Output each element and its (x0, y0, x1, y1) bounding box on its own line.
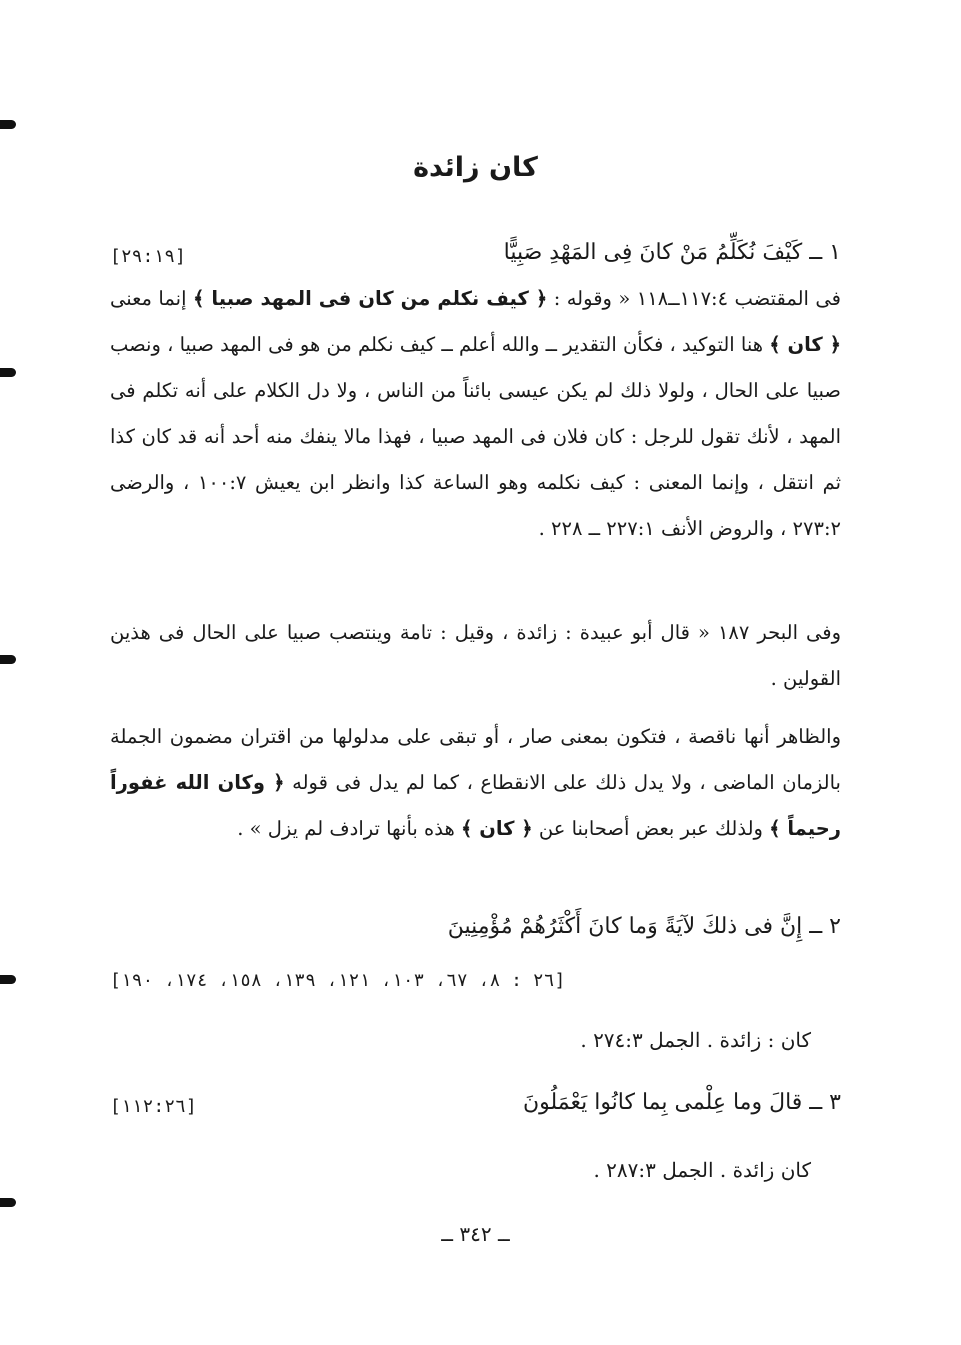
verse-3 (110, 1090, 841, 1130)
verse-2-reference: [٢٦ : ٨، ٦٧، ١٠٣، ١٢١، ١٣٩، ١٥٨، ١٧٤، ١٩٠] (110, 970, 566, 991)
paragraph-3-bold-quote: ﴿ وكان الله غفوراً رحيماً ﴾ (110, 771, 841, 840)
verse-3-text: ٣ ــ قالَ وما عِلْمى بِما كانُوا يَعْمَلُونَ (522, 1090, 841, 1115)
paragraph-3-text-b: ولذلك عبر بعض أصحابنا عن (532, 817, 770, 840)
page-title: كان زائدة (413, 152, 538, 183)
paragraph-1-bold-quote: ﴿ كيف نكلم من كان فى المهد صبيا ﴾ (192, 287, 548, 310)
verse-1 (110, 240, 841, 280)
binding-mark (0, 975, 16, 984)
paragraph-1-text-b: إنما معنى (110, 287, 193, 310)
paragraph-3-bold-kana: ﴿ كان ﴾ (460, 817, 533, 840)
binding-mark (0, 120, 16, 129)
paragraph-3-text-a: والظاهر أنها ناقصة ، فتكون بمعنى صار ، أو تبقى على مدلولها من اقتران مضمون الجملة بالزمان الماضى ، ولا يدل ذلك على الانقطاع ، كما لم يدل فى قوله (110, 725, 841, 794)
commentary-paragraph-3 (110, 714, 841, 852)
commentary-paragraph-1 (110, 276, 841, 552)
binding-mark (0, 655, 16, 664)
book-page (110, 0, 841, 1345)
verse-2 (110, 914, 841, 954)
verse-3-reference: [١١٢:٢٦] (110, 1096, 197, 1117)
note-2: كان : زائدة . الجمل ٢٧٤:٣ . (580, 1028, 811, 1052)
page-number: ــ ٣٤٢ ــ (441, 1222, 510, 1246)
verse-1-text: ١ ــ كَيْفَ نُكَلِّمُ مَنْ كانَ فِى المَهْدِ صَبِيًّا (503, 240, 841, 265)
verse-1-reference: [٢٩:١٩] (110, 246, 186, 267)
verse-2-text: ٢ ــ إِنَّ فى ذلكَ لآيَةً وَما كانَ أَكْثَرُهُمْ مُؤْمِنِينَ (447, 914, 841, 939)
paragraph-3-text-c: هذه بأنها ترادف لم يزل » . (237, 817, 461, 840)
binding-mark (0, 1198, 16, 1207)
commentary-paragraph-2 (110, 610, 841, 702)
paragraph-1-text-c: هنا التوكيد ، فكأن التقدير ــ والله أعلم ــ كيف نكلم من هو فى المهد صبيا ، ونصب صبيا على الحال ، ولولا ذلك لم يكن عيسى بائناً من الناس ، ولا دل الكلام على أنه تكلم فى المهد ، لأنك تقول للرجل : كان فلان فى المهد صبيا ، فهذا مالا ينفك منه أحد أنه قد كان كذا ثم انتقل ، وإنما المعنى : كيف نكلمه وهو الساعة كذا وانظر ابن يعيش ١٠٠:٧ ، والرضى ٢٧٣:٢ ، والروض الأنف ٢٢٧:١ ــ ٢٢٨ . (110, 333, 841, 540)
binding-mark (0, 368, 16, 377)
paragraph-1-bold-kana: ﴿ كان ﴾ (769, 333, 841, 356)
note-3: كان زائدة . الجمل ٢٨٧:٣ . (593, 1158, 811, 1182)
paragraph-1-text-a: فى المقتضب ١١٧:٤ــ١١٨ « وقوله : (547, 287, 841, 310)
paragraph-2-text: وفى البحر ١٨٧ « قال أبو عبيدة : زائدة ، وقيل : تامة وينتصب صبيا على الحال فى هذين القولين . (110, 621, 841, 690)
